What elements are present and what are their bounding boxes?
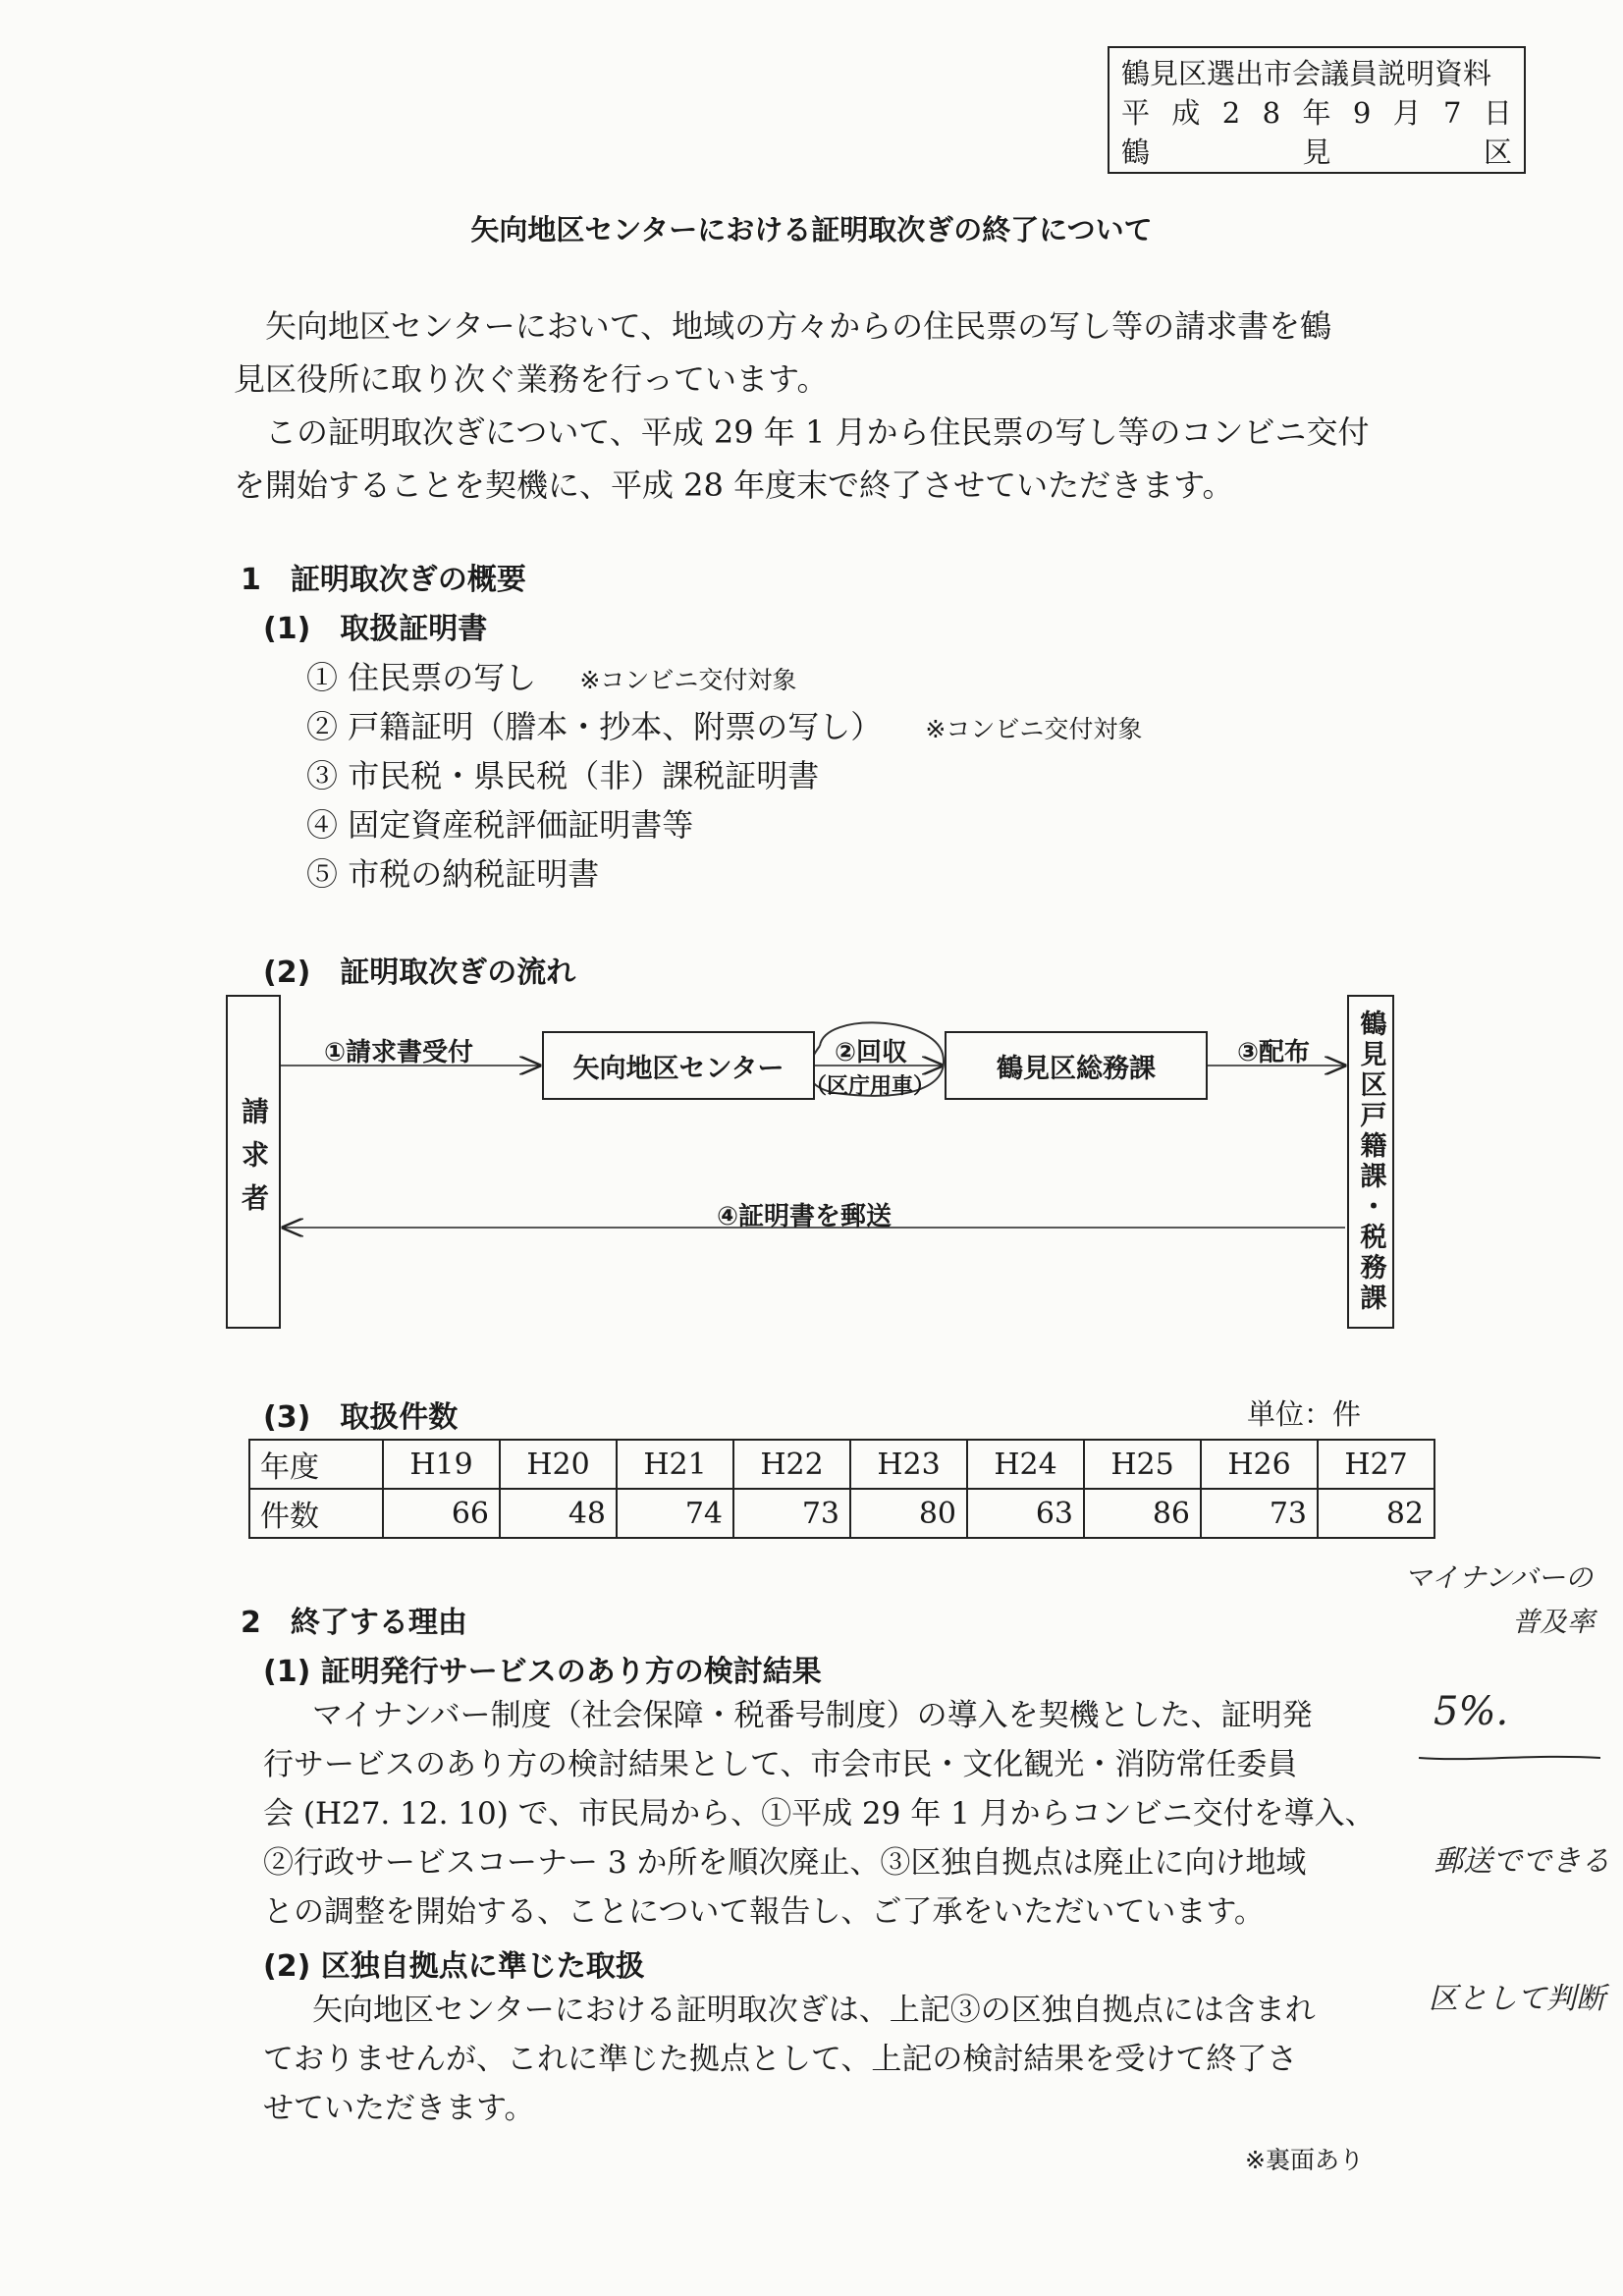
table-header-label: 年度 — [249, 1440, 383, 1489]
step-2-label: ②回収 — [835, 1038, 908, 1067]
header-date-char: 平 — [1121, 96, 1151, 130]
table-row — [249, 1489, 1434, 1538]
cert-item-3 — [306, 751, 819, 796]
unit-label: 単位：件 — [1247, 1397, 1362, 1431]
handwritten-note-2: 5%. — [1434, 1689, 1509, 1734]
cert-item-text: 戸籍証明（謄本・抄本、附票の写し） — [348, 708, 883, 745]
section-1-sub-1: (1) 取扱証明書 — [263, 612, 488, 646]
table-header-row — [249, 1440, 1434, 1489]
intro-paragraph-2 — [234, 406, 1392, 512]
intro-paragraph-1 — [234, 300, 1392, 406]
center-box: 矢向地区センター — [542, 1031, 815, 1100]
header-stamp-box — [1108, 46, 1526, 174]
count-table — [248, 1439, 1435, 1539]
general-affairs-box: 鶴見区総務課 — [945, 1031, 1208, 1100]
section-2-sub-2: (2) 区独自拠点に準じた取扱 — [263, 1949, 645, 1984]
table-year-cell: H25 — [1084, 1440, 1201, 1489]
table-count-cell: 74 — [617, 1489, 733, 1538]
table-row-label: 件数 — [249, 1489, 383, 1538]
document-title: 矢向地区センターにおける証明取次ぎの終了について — [470, 213, 1153, 246]
header-date-char: 9 — [1352, 96, 1372, 130]
table-year-cell: H20 — [500, 1440, 617, 1489]
section-1-sub-3: (3) 取扱件数 — [263, 1400, 459, 1435]
intro-p1-line1: 矢向地区センターにおいて、地域の方々からの住民票の写し等の請求書を鶴 — [265, 307, 1332, 345]
table-year-cell: H27 — [1318, 1440, 1434, 1489]
cert-item-num: ① — [306, 659, 339, 696]
section-1-heading: 1 証明取次ぎの概要 — [241, 563, 526, 597]
table-count-cell: 48 — [500, 1489, 617, 1538]
cert-item-num: ③ — [306, 757, 339, 794]
cert-item-1 — [306, 653, 796, 698]
handwritten-underline — [1414, 1748, 1610, 1768]
s2-p1-line: 会 (H27. 12. 10) で、市民局から、①平成 29 年 1 月からコンビニ交付を導入、 — [263, 1796, 1376, 1831]
cert-item-text: 市民税・県民税（非）課税証明書 — [348, 757, 820, 794]
footer-note: ※裏面あり — [1245, 2146, 1364, 2174]
header-date-char: 8 — [1262, 96, 1281, 130]
table-year-cell: H22 — [733, 1440, 850, 1489]
table-count-cell: 82 — [1318, 1489, 1434, 1538]
step-2-sub-label: （区庁用車） — [805, 1074, 936, 1099]
cert-item-note: ※コンビニ交付対象 — [925, 715, 1143, 743]
section-1-sub-2: (2) 証明取次ぎの流れ — [263, 956, 576, 990]
cert-item-num: ② — [306, 708, 339, 745]
cert-item-text: 住民票の写し — [348, 659, 537, 696]
section-2-heading: 2 終了する理由 — [241, 1606, 467, 1640]
header-date — [1121, 93, 1512, 133]
header-date-char: 2 — [1221, 96, 1241, 130]
table-count-cell: 73 — [1201, 1489, 1318, 1538]
header-line-1: 鶴見区選出市会議員説明資料 — [1121, 57, 1492, 90]
registry-box — [1347, 995, 1394, 1329]
cert-item-text: 固定資産税評価証明書等 — [348, 806, 694, 844]
table-year-cell: H26 — [1201, 1440, 1318, 1489]
intro-p1-line2: 見区役所に取り次ぐ業務を行っています。 — [234, 360, 829, 398]
table-count-cell: 63 — [967, 1489, 1084, 1538]
handwritten-note-1b: 普及率 — [1512, 1606, 1596, 1638]
header-ward-char: 見 — [1302, 136, 1331, 169]
header-date-char: 年 — [1302, 96, 1331, 130]
section-2-paragraph-1 — [263, 1691, 1402, 1937]
table-year-cell: H23 — [850, 1440, 967, 1489]
table-year-cell: H21 — [617, 1440, 733, 1489]
header-date-char: 7 — [1443, 96, 1462, 130]
header-ward-char: 区 — [1483, 136, 1512, 169]
s2-p2-line: ておりませんが、これに準じた拠点として、上記の検討結果を受けて終了さ — [263, 2042, 1298, 2077]
table-count-cell: 73 — [733, 1489, 850, 1538]
section-2-paragraph-2 — [263, 1986, 1402, 2133]
section-2-sub-1: (1) 証明発行サービスのあり方の検討結果 — [263, 1655, 822, 1689]
header-ward — [1121, 133, 1512, 172]
cert-item-4 — [306, 800, 693, 846]
s2-p2-line: 矢向地区センターにおける証明取次ぎは、上記③の区独自拠点には含まれ — [312, 1993, 1316, 2028]
handwritten-note-1: マイナンバーの — [1404, 1561, 1594, 1594]
step-1-label: ①請求書受付 — [324, 1038, 474, 1067]
handwritten-note-3: 郵送でできる — [1434, 1844, 1610, 1879]
flow-diagram — [226, 987, 1394, 1340]
requester-label: 請求者 — [238, 1097, 270, 1227]
table-year-cell: H19 — [383, 1440, 500, 1489]
cert-item-5 — [306, 849, 599, 895]
cert-item-num: ⑤ — [306, 855, 339, 893]
cert-item-2 — [306, 702, 1142, 747]
step-4-label: ④証明書を郵送 — [717, 1202, 893, 1231]
cert-item-note: ※コンビニ交付対象 — [579, 666, 797, 694]
s2-p1-line: 行サービスのあり方の検討結果として、市会市民・文化観光・消防常任委員 — [263, 1747, 1298, 1782]
header-date-char: 日 — [1483, 96, 1512, 130]
cert-item-text: 市税の納税証明書 — [348, 855, 600, 893]
intro-p2-line2: を開始することを契機に、平成 28 年度末で終了させていただきます。 — [234, 466, 1234, 504]
header-date-char: 月 — [1392, 96, 1422, 130]
table-year-cell: H24 — [967, 1440, 1084, 1489]
step-3-label: ③配布 — [1237, 1038, 1311, 1067]
cert-item-num: ④ — [306, 806, 339, 844]
handwritten-note-4: 区として判断 — [1429, 1982, 1605, 2016]
registry-label: 鶴見区戸籍課・税務課 — [1355, 1010, 1386, 1314]
s2-p1-line: との調整を開始する、ことについて報告し、ご了承をいただいています。 — [263, 1894, 1265, 1930]
header-date-char: 成 — [1171, 96, 1201, 130]
intro-p2-line1: この証明取次ぎについて、平成 29 年 1 月から住民票の写し等のコンビニ交付 — [265, 413, 1370, 451]
requester-box — [226, 995, 281, 1329]
table-count-cell: 86 — [1084, 1489, 1201, 1538]
header-ward-char: 鶴 — [1121, 136, 1151, 169]
table-count-cell: 80 — [850, 1489, 967, 1538]
table-count-cell: 66 — [383, 1489, 500, 1538]
s2-p1-line: マイナンバー制度（社会保障・税番号制度）の導入を契機とした、証明発 — [312, 1698, 1313, 1733]
s2-p2-line: せていただきます。 — [263, 2091, 535, 2126]
s2-p1-line: ②行政サービスコーナー 3 か所を順次廃止、③区独自拠点は廃止に向け地域 — [263, 1845, 1307, 1881]
